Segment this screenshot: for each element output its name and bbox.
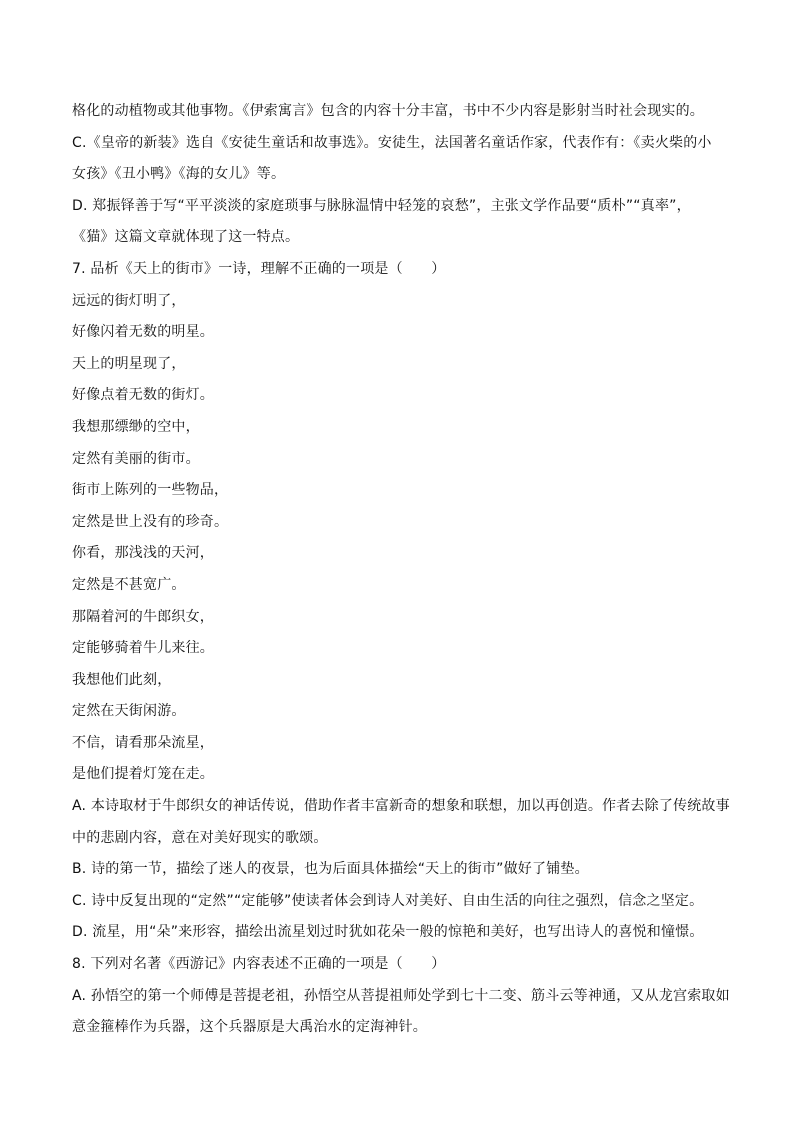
poem-line: 我想那缥缈的空中， bbox=[72, 418, 200, 435]
q7-option-a-line-2: 中的悲剧内容，意在对美好现实的歌颂。 bbox=[72, 829, 328, 846]
poem-line: 天上的明星现了， bbox=[72, 355, 186, 372]
poem-line: 我想他们此刻， bbox=[72, 671, 172, 688]
poem-line: 是他们提着灯笼在走。 bbox=[72, 766, 214, 783]
poem-line: 好像闪着无数的明星。 bbox=[72, 324, 214, 341]
poem-line: 不信，请看那朵流星， bbox=[72, 734, 214, 751]
option-d-line-1: D. 郑振铎善于写“平平淡淡的家庭琐事与脉脉温情中轻笼的哀愁”，主张文学作品要“质朴”“真率”， bbox=[72, 197, 691, 214]
poem-line: 街市上陈列的一些物品， bbox=[72, 482, 229, 499]
poem-line: 你看，那浅浅的天河， bbox=[72, 545, 214, 562]
q7-option-c: C. 诗中反复出现的“定然”“定能够”使读者体会到诗人对美好、自由生活的向往之强烈，信念之坚定。 bbox=[72, 892, 704, 909]
poem-line: 那隔着河的牛郎织女， bbox=[72, 608, 214, 625]
poem-line: 定然有美丽的街市。 bbox=[72, 450, 200, 467]
text-line: 格化的动植物或其他事物。《伊索寓言》包含的内容十分丰富，书中不少内容是影射当时社会现实的。 bbox=[72, 103, 704, 119]
poem-line: 定然是不甚宽广。 bbox=[72, 576, 186, 593]
q7-option-b: B. 诗的第一节，描绘了迷人的夜景，也为后面具体描绘“天上的街市”做好了铺垫。 bbox=[72, 861, 589, 878]
question-8-stem: 8. 下列对名著《西游记》内容表述不正确的一项是（ ） bbox=[72, 956, 446, 973]
poem-line: 定然在天街闲游。 bbox=[72, 703, 186, 720]
document-page bbox=[72, 96, 730, 1044]
q8-option-a-line-1: A. 孙悟空的第一个师傅是菩提老祖，孙悟空从菩提祖师处学到七十二变、筋斗云等神通，又从龙宫索取如 bbox=[72, 987, 730, 1004]
q8-option-a-line-2: 意金箍棒作为兵器，这个兵器原是大禹治水的定海神针。 bbox=[72, 1019, 427, 1036]
option-c-line-2: 女孩》《丑小鸭》《海的女儿》等。 bbox=[72, 166, 286, 183]
poem-line: 定然是世上没有的珍奇。 bbox=[72, 513, 229, 530]
q7-option-a-line-1: A. 本诗取材于牛郎织女的神话传说，借助作者丰富新奇的想象和联想，加以再创造。作者去除了传统故事 bbox=[72, 798, 730, 815]
poem-line: 定能够骑着牛儿来往。 bbox=[72, 640, 214, 657]
question-7-stem: 7. 品析《天上的街市》一诗，理解不正确的一项是（ ） bbox=[72, 260, 446, 277]
q7-option-d: D. 流星，用“朵”来形容，描绘出流星划过时犹如花朵一般的惊艳和美好，也写出诗人的喜悦和憧憬。 bbox=[72, 924, 704, 941]
option-d-line-2: 《猫》这篇文章就体现了这一特点。 bbox=[72, 229, 300, 246]
poem-line: 好像点着无数的街灯。 bbox=[72, 387, 214, 404]
poem-line: 远远的街灯明了， bbox=[72, 292, 186, 309]
option-c-line-1: C.《皇帝的新装》选自《安徒生童话和故事选》。安徒生，法国著名童话作家，代表作有：《卖火柴的小 bbox=[72, 134, 712, 151]
